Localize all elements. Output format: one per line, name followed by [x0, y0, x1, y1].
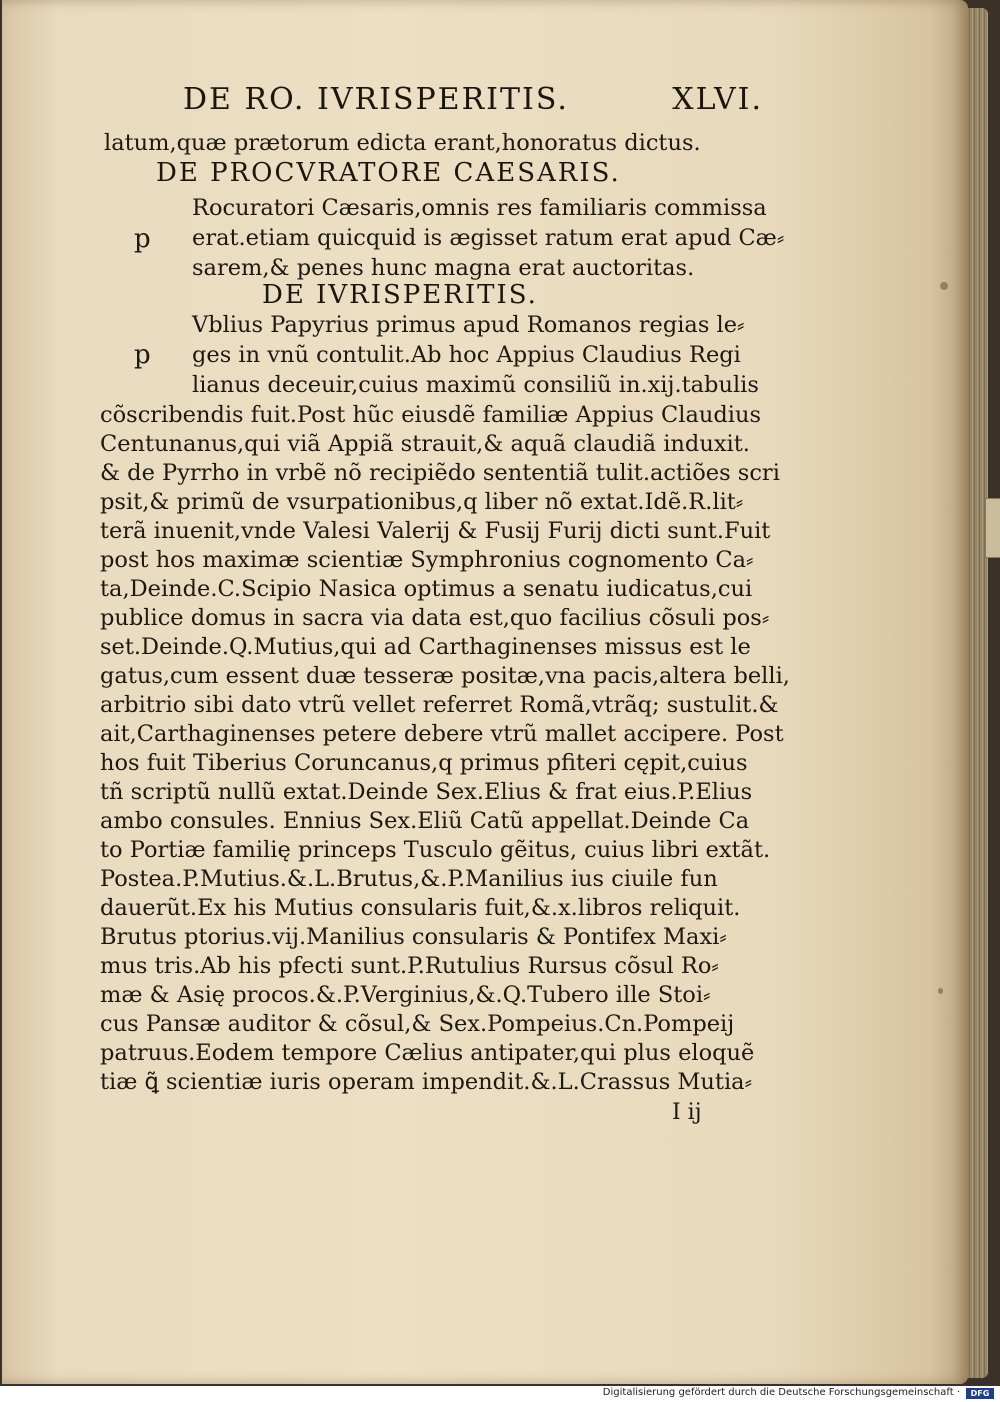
signature-mark: I ij — [672, 1100, 702, 1125]
text-line: mus tris.Ab his pfecti sunt.P.Rutulius Rursus cõsul Ro⸗ — [100, 953, 719, 979]
text-line: psit,& primũ de vsurpationibus,q liber nõ extat.Idẽ.R.lit⸗ — [100, 489, 744, 515]
section-heading-procurator: DE PROCVRATORE CAESARIS. — [156, 158, 621, 188]
bookmark-tab — [985, 498, 1000, 558]
section-heading-jurisperitis: DE IVRISPERITIS. — [262, 280, 538, 310]
text-line: Rocuratori Cæsaris,omnis res familiaris commissa — [192, 195, 767, 221]
digitization-credit: Digitalisierung gefördert durch die Deutsche Forschungsgemeinschaft · — [602, 1387, 960, 1398]
text-line: Postea.P.Mutius.&.L.Brutus,&.P.Manilius ius ciuile fun — [100, 866, 718, 892]
text-line: patruus.Eodem tempore Cælius antipater,qui plus eloquẽ — [100, 1040, 755, 1066]
initial-space-guide-letter: p — [134, 340, 151, 370]
running-header — [183, 82, 763, 122]
dfg-logo[interactable]: DFG — [966, 1388, 994, 1399]
text-line: to Portiæ familię princeps Tusculo gẽitus, cuius libri extãt. — [100, 837, 771, 863]
text-line: tiæ ꝗ̃ scientiæ iuris operam impendit.&.L.Crassus Mutia⸗ — [100, 1069, 753, 1095]
text-line: post hos maximæ scientiæ Symphronius cognomento Ca⸗ — [100, 547, 754, 573]
opening-line: latum,quæ prætorum edicta erant,honoratus dictus. — [104, 130, 701, 156]
text-line: Brutus ptorius.vij.Manilius consularis & Pontifex Maxi⸗ — [100, 924, 727, 950]
text-line: terã inuenit,vnde Valesi Valerij & Fusij Furij dicti sunt.Fuit — [100, 518, 771, 544]
text-line: ait,Carthaginenses petere debere vtrũ mallet accipere. Post — [100, 721, 784, 747]
text-line: arbitrio sibi dato vtrũ vellet referret Romã,vtrãq; sustulit.& — [100, 692, 779, 718]
text-line: dauerũt.Ex his Mutius consularis fuit,&.x.libros reliquit. — [100, 895, 741, 921]
page-edges — [966, 8, 988, 1378]
text-line: ambo consules. Ennius Sex.Eliũ Catũ appellat.Deinde Ca — [100, 808, 750, 834]
text-line: ta,Deinde.C.Scipio Nasica optimus a senatu iudicatus,cui — [100, 576, 753, 602]
text-line: tñ scriptũ nullũ extat.Deinde Sex.Elius & frat eius.P.Elius — [100, 779, 753, 805]
text-line: gatus,cum essent duæ tesseræ positæ,vna pacis,altera belli, — [100, 663, 790, 689]
text-line: cõscribendis fuit.Post hũc eiusdẽ familiæ Appius Claudius — [100, 402, 761, 428]
initial-space-guide-letter: p — [134, 224, 151, 254]
text-line: hos fuit Tiberius Coruncanus,q primus pfiteri cępit,cuius — [100, 750, 748, 776]
folio-number: XLVI. — [672, 82, 763, 117]
text-line: & de Pyrrho in vrbẽ nõ recipiẽdo sententiã tulit.actiões scri — [100, 460, 780, 486]
ink-spot — [940, 282, 948, 290]
text-line: lianus deceuir,cuius maximũ consiliũ in.xij.tabulis — [192, 372, 759, 398]
text-line: publice domus in sacra via data est,quo facilius cõsuli pos⸗ — [100, 605, 770, 631]
running-title: DE RO. IVRISPERITIS. — [183, 82, 569, 117]
ink-spot — [938, 988, 943, 994]
text-line: set.Deinde.Q.Mutius,qui ad Carthaginenses missus est le — [100, 634, 751, 660]
text-line: Centunanus,qui viã Appiã strauit,& aquã claudiã induxit. — [100, 431, 750, 457]
text-line: sarem,& penes hunc magna erat auctoritas. — [192, 255, 695, 281]
text-line: ges in vnũ contulit.Ab hoc Appius Claudius Regi — [192, 342, 741, 368]
text-line: cus Pansæ auditor & cõsul,& Sex.Pompeius.Cn.Pompeij — [100, 1011, 735, 1037]
text-line: erat.etiam quicquid is ægisset ratum erat apud Cæ⸗ — [192, 225, 785, 251]
text-line: Vblius Papyrius primus apud Romanos regias le⸗ — [192, 312, 745, 338]
text-line: mæ & Asię procos.&.P.Verginius,&.Q.Tubero ille Stoi⸗ — [100, 982, 711, 1008]
